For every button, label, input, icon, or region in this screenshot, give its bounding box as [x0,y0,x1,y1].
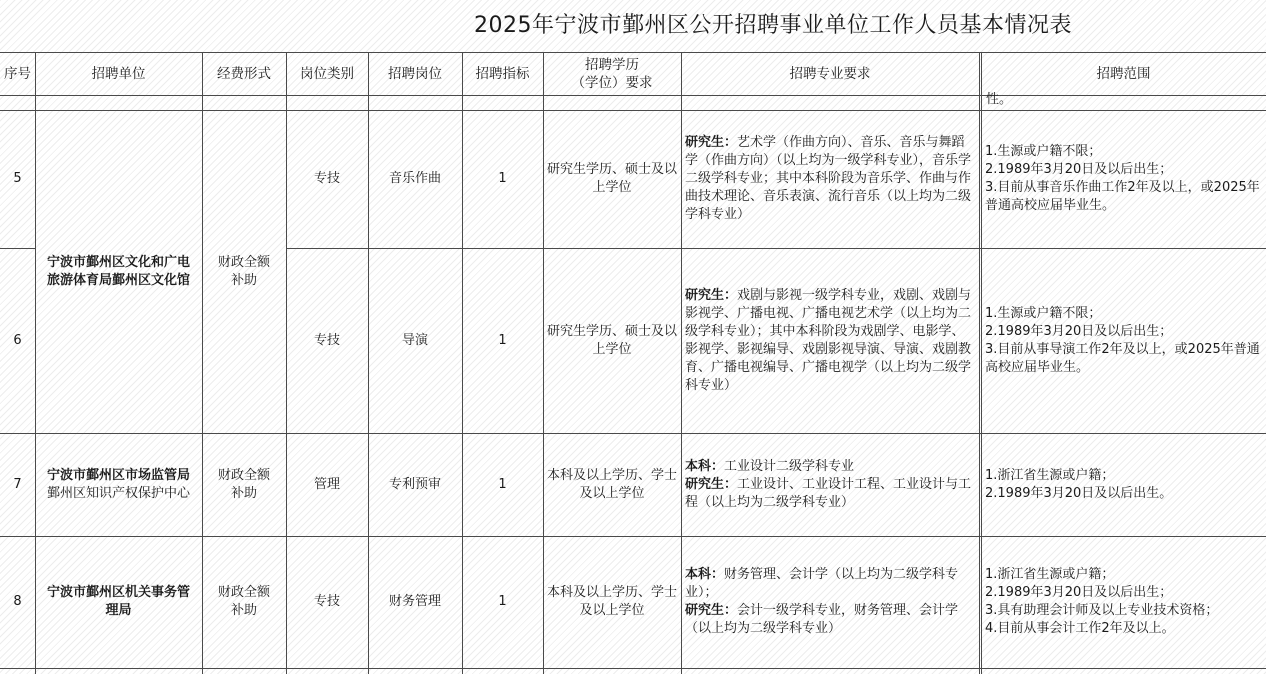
row-6-major-text [685,287,975,395]
header-quota: 招聘指标 [475,65,530,82]
row-8-scope-item: 3.具有助理会计师及以上专业技术资格； [985,603,1219,618]
header-education-line1: 招聘学历 [585,56,639,73]
row-5-major [681,110,979,248]
header-category: 岗位类别 [300,65,354,82]
row-6-major-label: 研究生： [685,287,738,303]
row-5-position: 音乐作曲 [388,171,441,186]
row-8-major [681,536,979,668]
row-5-seq: 5 [13,171,22,186]
row-5-scope-list [985,143,1262,215]
row-5-major-text [685,134,975,224]
header-seq: 序号 [4,65,31,82]
row-7-major-label-2: 研究生： [685,476,738,492]
row-5-scope-item: 2.1989年3月20日及以后出生； [985,162,1173,177]
row-8-scope-list [985,566,1218,638]
unit-market-main: 宁波市鄞州区市场监管局 [46,467,190,483]
row-5-education: 研究生学历、硕士及以上学位 [547,162,678,195]
row-7-education: 本科及以上学历、学士及以上学位 [547,467,678,501]
row-5-quota: 1 [498,171,507,186]
row-8-scope-item: 4.目前从事会计工作2年及以上。 [985,621,1175,636]
row-8-category: 专技 [313,594,340,609]
row-6-major-content: 戏剧与影视一级学科专业，戏剧、戏剧与影视学、广播电视、广播电视艺术学（以上均为二级学科专业）；其中本科阶段为戏剧学、电影学、影视学、影视编导、戏剧影视导演、导演、戏剧教育、广播电视编导、广播电视学（以上均为二级学科专业） [685,287,972,393]
header-scope: 招聘范围 [1096,65,1151,82]
unit-market-sub: 鄞州区知识产权保护中心 [46,485,190,501]
row-7-scope-list [985,467,1172,503]
row-7-category: 管理 [313,476,340,492]
row-5-major-content: 艺术学（作曲方向）、音乐、音乐与舞蹈学（作曲方向）（以上均为一级学科专业），音乐学二级学科专业；其中本科阶段为音乐学、作曲与作曲技术理论、音乐表演、流行音乐（以上均为二级学科专业） [685,135,972,222]
row-5-major-label: 研究生： [685,135,738,150]
row-8-position: 财务管理 [388,594,441,609]
row-8-scope-item: 1.浙江省生源或户籍； [985,567,1115,582]
unit-market [35,433,202,536]
row-5-category: 专技 [313,171,340,186]
row-8-major-content-2: 会计一级学科专业，财务管理、会计学（以上均为二级学科专业） [685,603,959,636]
row-5-scope-item: 1.生源或户籍不限； [985,144,1102,159]
header-education [543,52,681,95]
row-6-scope [981,248,1266,433]
row-6-category: 专技 [313,332,340,348]
row-8-major-label-2: 研究生： [685,603,738,618]
header-funding: 经费形式 [217,65,271,82]
row-7-position: 专利预审 [388,476,441,492]
row-6-scope-list [985,305,1262,377]
row-5-scope-item: 3.目前从事音乐作曲工作2年及以上，或2025年普通高校应届毕业生。 [985,180,1260,213]
row-8-quota: 1 [498,594,507,609]
page-title: 2025年宁波市鄞州区公开招聘事业单位工作人员基本情况表 [474,13,1072,38]
header-unit: 招聘单位 [91,65,146,82]
funding-market: 财政全额补助 [217,467,270,501]
row-8-major-text [685,566,975,638]
header-position: 招聘岗位 [388,65,442,82]
row-5-scope [981,110,1266,248]
row-7-scope [981,433,1266,536]
row-8-seq: 8 [13,594,22,609]
row-7-major-content-2: 工业设计、工业设计工程、工业设计与工程（以上均为二级学科专业） [685,476,972,510]
row-6-seq: 6 [13,332,22,348]
row-7-major [681,433,979,536]
row-8-education: 本科及以上学历、学士及以上学位 [547,585,678,618]
row-6-scope-item: 2.1989年3月20日及以后出生； [985,323,1173,339]
unit-culture: 宁波市鄞州区文化和广电旅游体育局鄞州区文化馆 [46,254,190,288]
row-6-position: 导演 [401,332,428,348]
funding-culture: 财政全额补助 [217,254,270,288]
row-6-scope-item: 1.生源或户籍不限； [985,305,1102,321]
header-education-line2: （学位）要求 [571,74,653,91]
row-8-major-content-1: 财务管理、会计学（以上均为二级学科专业）； [685,567,959,600]
row-8-scope-item: 2.1989年3月20日及以后出生； [985,585,1173,600]
header-major: 招聘专业要求 [789,65,871,82]
row-7-quota: 1 [498,476,507,492]
unit-affairs: 宁波市鄞州区机关事务管理局 [46,585,190,618]
row-6-education: 研究生学历、硕士及以上学位 [547,323,678,357]
row-8-major-label-1: 本科： [685,567,725,582]
row-7-seq: 7 [13,476,22,492]
row-7-scope-item: 1.浙江省生源或户籍； [985,467,1115,483]
row-6-quota: 1 [498,332,507,348]
row-7-scope-item: 2.1989年3月20日及以后出生。 [985,485,1173,501]
funding-affairs: 财政全额补助 [217,585,270,618]
row-7-major-content-1: 工业设计二级学科专业 [724,458,855,474]
row-7-major-text [685,458,975,512]
previous-row-fragment: 性。 [986,92,1013,107]
row-6-major [681,248,979,433]
row-7-major-label-1: 本科： [685,458,725,474]
row-6-scope-item: 3.目前从事导演工作2年及以上，或2025年普通高校应届毕业生。 [985,341,1260,375]
row-8-scope [981,536,1266,668]
